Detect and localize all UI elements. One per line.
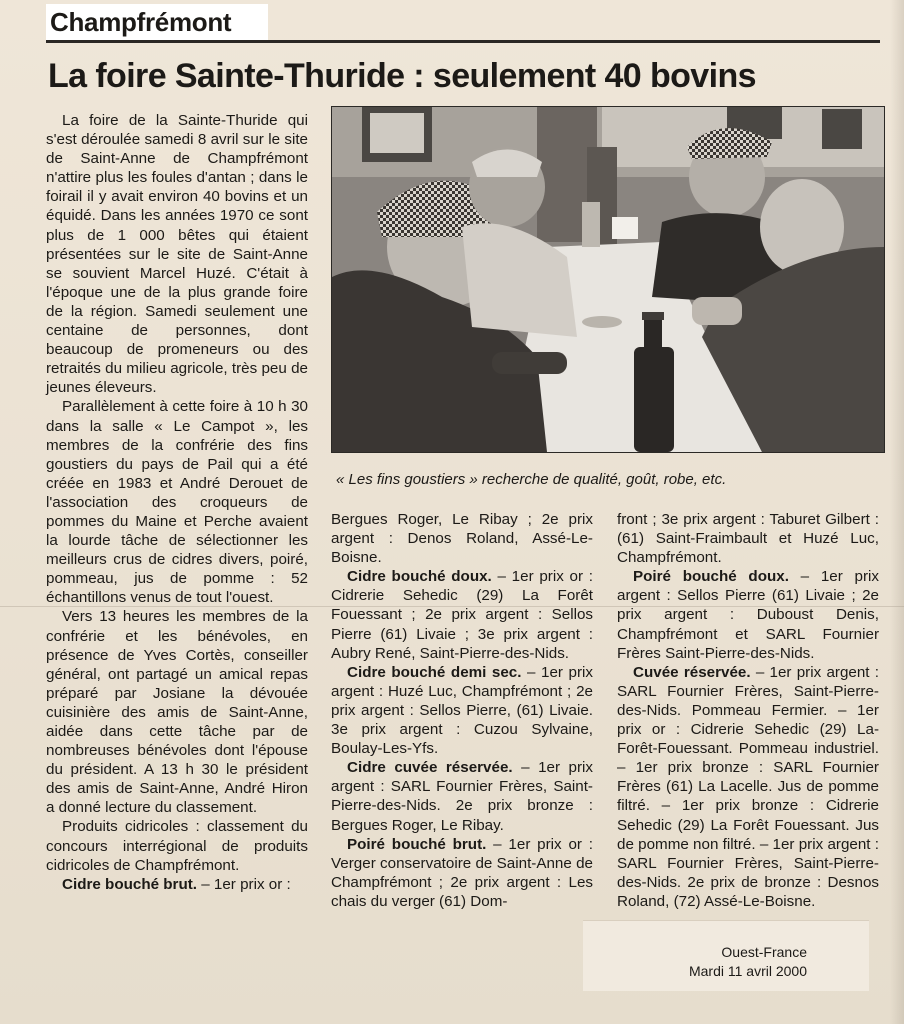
source-newspaper: Ouest-France	[721, 944, 807, 960]
result-entry	[331, 835, 593, 911]
result-entry	[331, 663, 593, 758]
article-photo	[331, 106, 885, 453]
photo-men-tasting-cider	[332, 107, 884, 452]
article-column-3	[617, 510, 879, 911]
result-category: Cidre cuvée réservée.	[347, 759, 513, 777]
result-text: – 1er prix argent : SARL Fournier Frères, Saint-Pierre-des-Nids. 2e prix bronze : Bergues Roger, Le Ribay.	[331, 759, 594, 834]
result-category: Cuvée réservée.	[633, 663, 751, 681]
result-entry	[331, 758, 593, 834]
article-headline: La foire Sainte-Thuride : seulement 40 bovins	[48, 57, 756, 95]
result-category: Cidre bouché doux.	[347, 568, 492, 586]
article-column-2	[331, 510, 593, 911]
result-category: Poiré bouché doux.	[633, 568, 789, 586]
result-text: – 1er prix or : Verger conservatoire de Saint-Anne de Champfrémont ; 2e prix argent : Les chais du verger (61) Dom-	[331, 835, 593, 910]
result-text: – 1er prix or :	[197, 875, 291, 893]
paragraph-repas: Vers 13 heures les membres de la confrérie et les bénévoles, en présence de Yves Cortès, conseiller général, ont partagé un amical repas préparé par Josiane la dévouée cuisinière des amis de Saint-Anne, aidée dans cette tâche par de nombreuses bénévoles dont l'épouse du président. A 13 h 30 le président des amis de Saint-Anne, André Hiron a donné lecture du classement.	[46, 608, 308, 817]
result-entry	[46, 875, 308, 894]
kicker-rule	[46, 40, 880, 43]
source-label	[583, 920, 869, 991]
paragraph-classement: Produits cidricoles : classement du concours interrégional de produits cidricoles de Champfrémont.	[46, 818, 308, 874]
result-category: Cidre bouché demi sec.	[347, 663, 522, 681]
result-entry	[617, 567, 879, 662]
paragraph-confrerie: Parallèlement à cette foire à 10 h 30 dans la salle « Le Campot », les membres de la confrérie des fins goustiers du pays de Pail qui a été créée en 1983 et André Derouet de l'association des croqueurs de pommes du Maine et Perche avaient la lourde tâche de sélectionner les meilleurs crus de cidres divers, poiré, pommeau, jus de pomme : 52 échantillons venus de tout l'ouest.	[46, 398, 308, 607]
result-text: – 1er prix argent : Sellos Pierre (61) Livaie ; 2e prix argent : Duboust Denis, Champfrémont et SARL Fournier Frères Saint-Pierre-des-Nids.	[617, 568, 879, 662]
result-text: – 1er prix or : Cidrerie Sehedic (29) La Forêt Fouessant ; 2e prix argent : Sellos Pierre (61) Livaie ; 3e prix argent : Aubry René, Saint-Pierre-des-Nids.	[331, 568, 593, 662]
source-date: Mardi 11 avril 2000	[688, 963, 807, 979]
result-entry	[617, 663, 879, 911]
article-kicker: Champfrémont	[46, 4, 268, 40]
photo-caption: « Les fins goustiers » recherche de qualité, goût, robe, etc.	[336, 471, 727, 488]
result-text: – 1er prix argent : SARL Fournier Frères, Saint-Pierre-des-Nids. Pommeau Fermier. – 1er prix or : Cidrerie Sehedic (29) La-Forêt-Fouessant. Pommeau industriel. – 1er prix bronze : SARL Fournier Frères (61) La Lacelle. Jus de pomme filtré. – 1er prix bronze : Cidrerie Sehedic (29) La Forêt Fouessant. Jus de pomme non filtré. – 1er prix argent : SARL Fournier Frères, Saint-Pierre-des-Nids. 2e prix de bronze : Desnos Roland, (72) Assé-Le-Boisne.	[617, 663, 879, 910]
result-text: – 1er prix argent : Huzé Luc, Champfrémont ; 2e prix argent : Sellos Pierre, (61) Livaie. 3e prix argent : Cuzou Sylvaine, Boulay-Les-Yfs.	[331, 663, 593, 758]
paragraph-fair: La foire de la Sainte-Thuride qui s'est déroulée samedi 8 avril sur le site de Saint-Anne de Champfrémont n'attire plus les foules d'antan ; dans le foirail il y avait environ 40 bovins et un équidé. Dans les années 1970 ce sont plus de 1 000 bêtes qui étaient présentées sur le site de Saint-Anne se souvient Marcel Huzé. C'était à l'époque une de la plus grande foire de la région. Samedi seulement une centaine de personnes, dont beaucoup de promeneurs ou des retraités du milieu agricole, très peu de jeunes éleveurs.	[46, 112, 308, 397]
result-category: Cidre bouché brut.	[62, 875, 198, 893]
result-continuation: front ; 3e prix argent : Taburet Gilbert : (61) Saint-Fraimbault et Huzé Luc, Champfrémont.	[617, 511, 879, 567]
article-column-1	[46, 111, 308, 894]
result-continuation: Bergues Roger, Le Ribay ; 2e prix argent : Denos Roland, Assé-Le-Boisne.	[331, 511, 593, 567]
result-category: Poiré bouché brut.	[347, 835, 487, 853]
result-entry	[331, 567, 593, 662]
paper-edge-shadow	[890, 0, 904, 1024]
